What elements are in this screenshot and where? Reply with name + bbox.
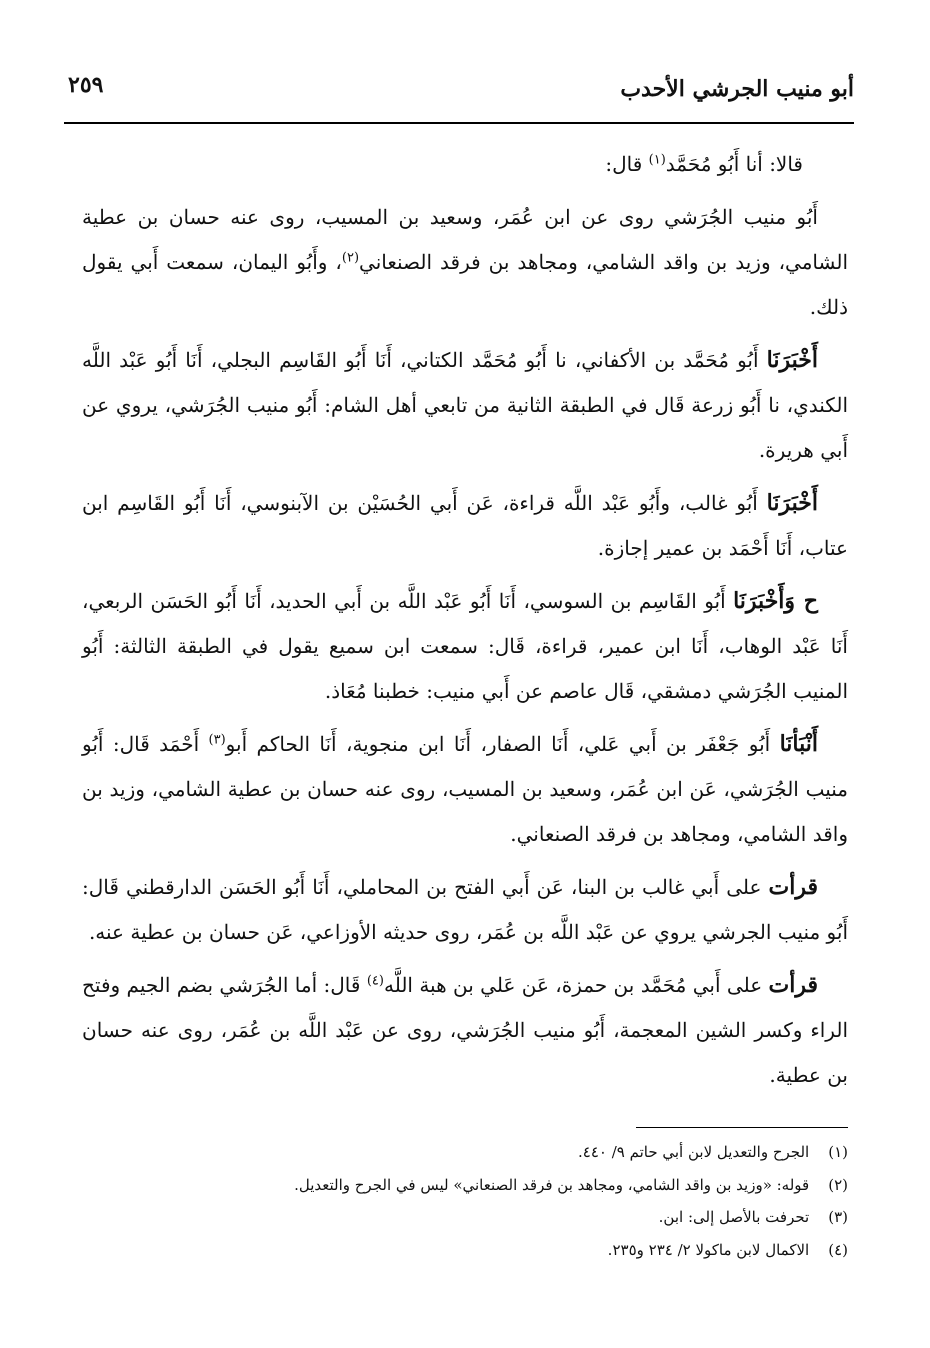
footnote-4 <box>82 1234 848 1267</box>
footnote-number: (٣) <box>828 1208 848 1226</box>
paragraph-text: قالا: أنا أَبُو مُحَمَّد <box>665 152 803 176</box>
footnote-separator <box>636 1127 848 1128</box>
paragraph-4 <box>82 481 848 571</box>
page-number: ٢٥٩ <box>68 72 104 98</box>
footnote-number: (١) <box>828 1143 848 1161</box>
body-text <box>82 142 848 1106</box>
paragraph-text: على أَبي مُحَمَّد بن حمزة، عَن عَلي بن هبة اللَّه <box>383 973 769 997</box>
paragraph-1 <box>82 142 848 187</box>
footnote-text: تحرفت بالأصل إلى: ابن. <box>658 1208 810 1226</box>
paragraph-6 <box>82 722 848 857</box>
paragraph-text-continued: ، وأَبُو اليمان، سمعت أَبي يقول ذلك. <box>82 250 848 319</box>
paragraph-keyword: أَخْبَرَنَا <box>766 490 818 516</box>
footnote-2 <box>82 1169 848 1202</box>
paragraph-keyword: قرأت <box>768 972 819 998</box>
footnote-text: الاكمال لابن ماكولا ٢/ ٢٣٤ و٢٣٥. <box>607 1240 810 1259</box>
paragraph-7 <box>82 865 848 955</box>
footnote-ref-4[interactable]: (٤) <box>366 973 384 989</box>
footnotes <box>82 1136 848 1266</box>
footnote-ref-1[interactable]: (١) <box>648 152 666 168</box>
paragraph-text: على أَبي غالب بن البنا، عَن أَبي الفتح بن المحاملي، أَنَا أَبُو الحَسَن الدارقطني قَال: أَبُو منيب الجرشي يروي عن عَبْد اللَّه بن عُمَر، روى حديثه الأوزاعي، عَن حسان بن عطية عنه. <box>82 875 848 944</box>
paragraph-text: أَبُو جَعْفَر بن أَبي عَلي، أَنَا الصفار، أَنَا ابن منجوية، أَنَا الحاكم أَبو <box>225 732 780 756</box>
paragraph-3 <box>82 338 848 473</box>
footnote-number: (٤) <box>828 1240 848 1259</box>
paragraph-keyword: ح وَأَخْبَرَنَا <box>733 588 818 614</box>
paragraph-keyword: أَخْبَرَنَا <box>766 347 818 373</box>
paragraph-2 <box>82 195 848 330</box>
footnote-text: الجرح والتعديل لابن أبي حاتم ٩/ ٤٤٠. <box>578 1143 810 1161</box>
paragraph-text: أَبُو مُحَمَّد بن الأكفاني، نا أَبُو مُحَمَّد الكتاني، أَنَا أَبُو القَاسِم البجلي، أَنَا أَبُو عَبْد اللَّه الكندي، نا أَبُو زرعة قَال في الطبقة الثانية من تابعي أهل الشام: أَبُو منيب الجُرَشي، يروي عن أَبي هريرة. <box>82 348 848 462</box>
paragraph-text: أَبُو غالب، وأَبُو عَبْد اللَّه قراءة، عَن أَبي الحُسَيْن بن الآبنوسي، أَنَا أَبُو القَاسِم ابن عتاب، أَنَا أَحْمَد بن عمير إجازة. <box>82 491 848 560</box>
paragraph-5 <box>82 579 848 714</box>
paragraph-text: أَبُو القَاسِم بن السوسي، أَنَا أَبُو عَبْد اللَّه بن أَبي الحديد، أَنَا أَبُو الحَسَن الربعي، أَنَا عَبْد الوهاب، أَنَا ابن عمير، قراءة، قَال: سمعت ابن سميع يقول في الطبقة الثالثة: أَبُو المنيب الجُرَشي دمشقي، قَال عاصم عن أَبي منيب: خطبنا مُعَاذ. <box>82 589 848 703</box>
footnote-1 <box>82 1136 848 1169</box>
footnote-ref-2[interactable]: (٢) <box>341 250 360 266</box>
footnote-text: قوله: «وزيد بن واقد الشامي، ومجاهد بن فرقد الصنعاني» ليس في الجرح والتعديل. <box>294 1175 810 1194</box>
running-title: أبو منيب الجرشي الأحدب <box>620 76 854 102</box>
header-rule <box>64 122 854 124</box>
footnote-ref-3[interactable]: (٣) <box>208 732 226 748</box>
paragraph-8 <box>82 963 848 1098</box>
paragraph-text: أَبُو منيب الجُرَشي روى عن ابن عُمَر، وسعيد بن المسيب، روى عنه حسان بن عطية الشامي، وزيد بن واقد الشامي، ومجاهد بن فرقد الصنعاني <box>82 205 848 274</box>
paragraph-keyword: قرأت <box>768 874 818 900</box>
paragraph-text-continued: قال: <box>605 152 649 176</box>
paragraph-text-continued: قَال: أما الجُرَشي بضم الجيم وفتح الراء وكسر الشين المعجمة، أَبُو منيب الجُرَشي، روى عن عَبْد اللَّه بن عُمَر، روى عنه حسان بن عطية. <box>82 973 848 1087</box>
paragraph-text-continued: أَحْمَد قَال: أَبُو منيب الجُرَشي، عَن ابن عُمَر، وسعيد بن المسيب، روى عنه حسان بن عطية الشامي، وزيد بن واقد الشامي، ومجاهد بن فرقد الصنعاني. <box>82 732 848 846</box>
footnote-3 <box>82 1201 848 1234</box>
page-header <box>68 72 854 108</box>
footnote-number: (٢) <box>828 1175 848 1194</box>
paragraph-keyword: أَنْبَأنَا <box>779 731 818 757</box>
